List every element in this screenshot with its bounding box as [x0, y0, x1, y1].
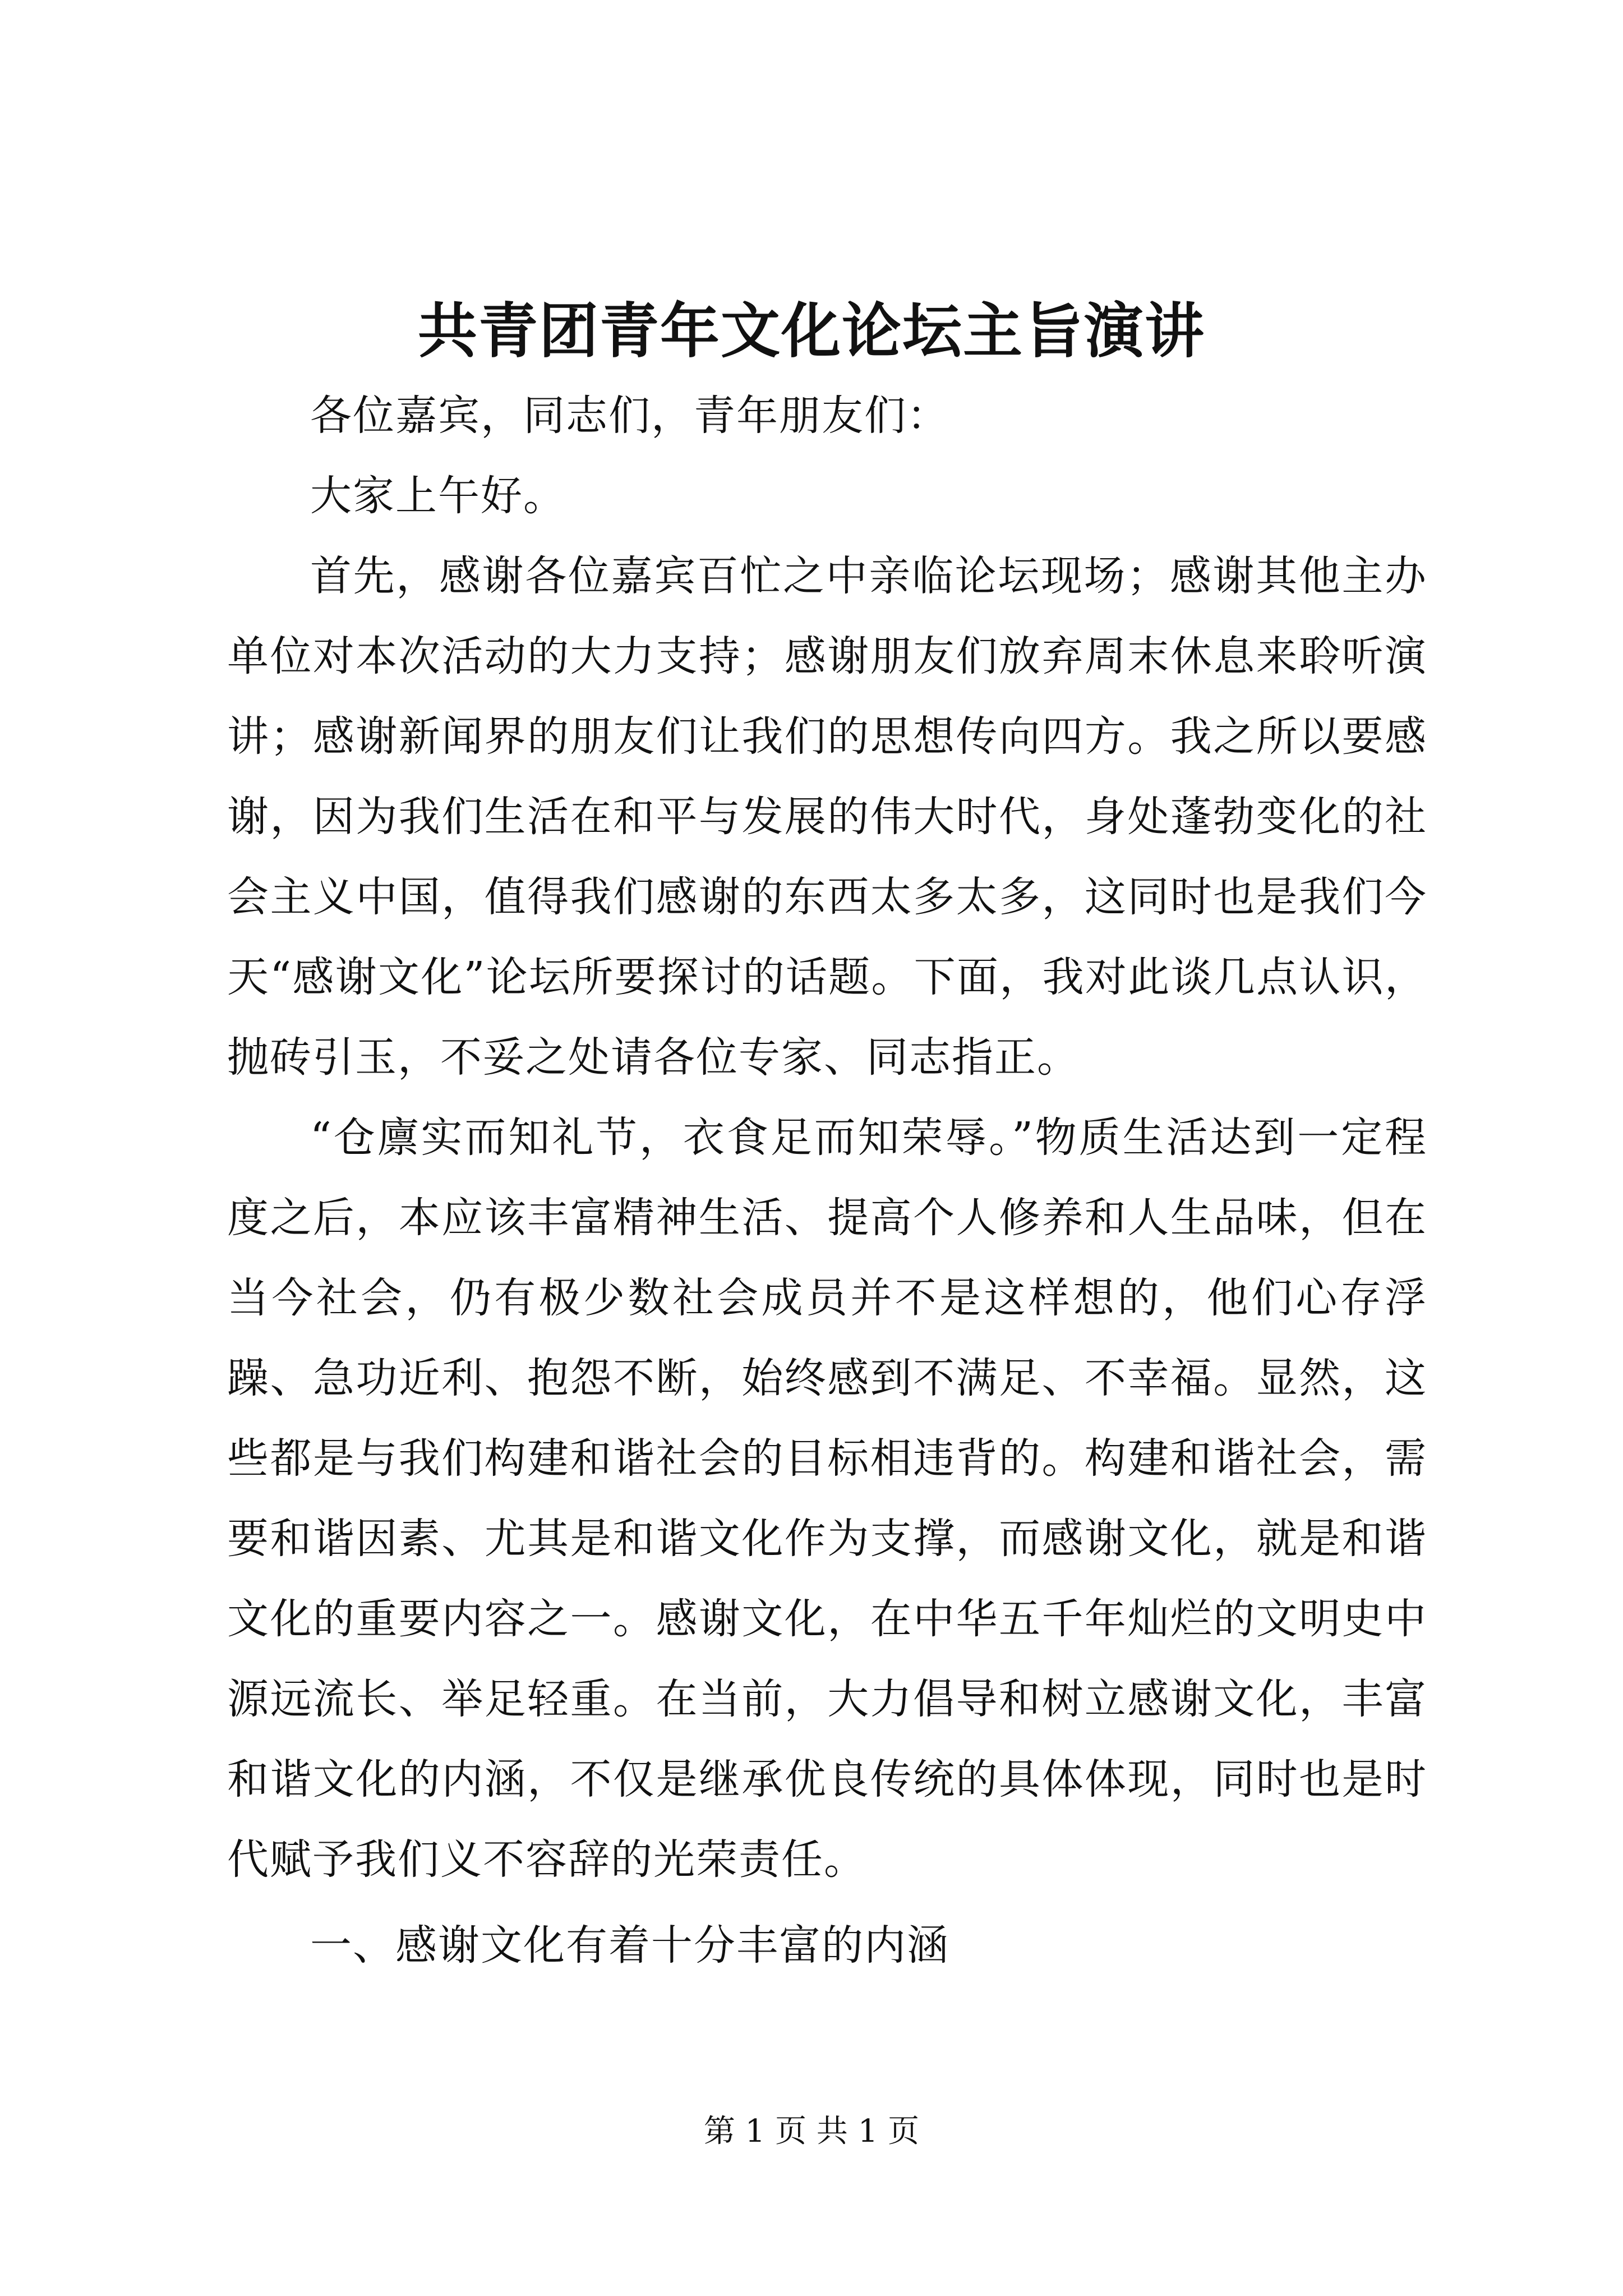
greeting-paragraph: 各位嘉宾，同志们，青年朋友们： — [310, 392, 949, 440]
thanks-paragraph: 首先，感谢各位嘉宾百忙之中亲临论坛现场；感谢其他主办单位对本次活动的大力支持；感谢朋友们放弃周末休息来聆听演讲；感谢新闻界的朋友们让我们的思想传向四方。我之所以要感谢，因为我们生活在和平与发展的伟大时代，身处蓬勃变化的社会主义中国，值得我们感谢的东西太多太多，这同时也是我们今天“感谢文化”论坛所要探讨的话题。下面，我对此谈几点认识，抛砖引玉，不妥之处请各位专家、同志指正。 — [227, 552, 1427, 1082]
page-footer: 第 1 页 共 1 页 — [703, 2113, 920, 2150]
document-body — [227, 376, 1427, 1986]
harmony-paragraph: “仓廪实而知礼节，衣食足而知荣辱。”物质生活达到一定程度之后，本应该丰富精神生活、提高个人修养和人生品味，但在当今社会，仍有极少数社会成员并不是这样想的，他们心存浮躁、急功近利、抱怨不断，始终感到不满足、不幸福。显然，这些都是与我们构建和谐社会的目标相违背的。构建和谐社会，需要和谐因素、尤其是和谐文化作为支撑，而感谢文化，就是和谐文化的重要内容之一。感谢文化，在中华五千年灿烂的文明史中源远流长、举足轻重。在当前，大力倡导和树立感谢文化，丰富和谐文化的内涵，不仅是继承优良传统的具体体现，同时也是时代赋予我们义不容辞的光荣责任。 — [227, 1114, 1427, 1884]
document-title: 共青团青年文化论坛主旨演讲 — [418, 296, 1205, 366]
section-heading: 一、感谢文化有着十分丰富的内涵 — [310, 1921, 949, 1970]
salutation-paragraph: 大家上午好。 — [310, 472, 566, 520]
